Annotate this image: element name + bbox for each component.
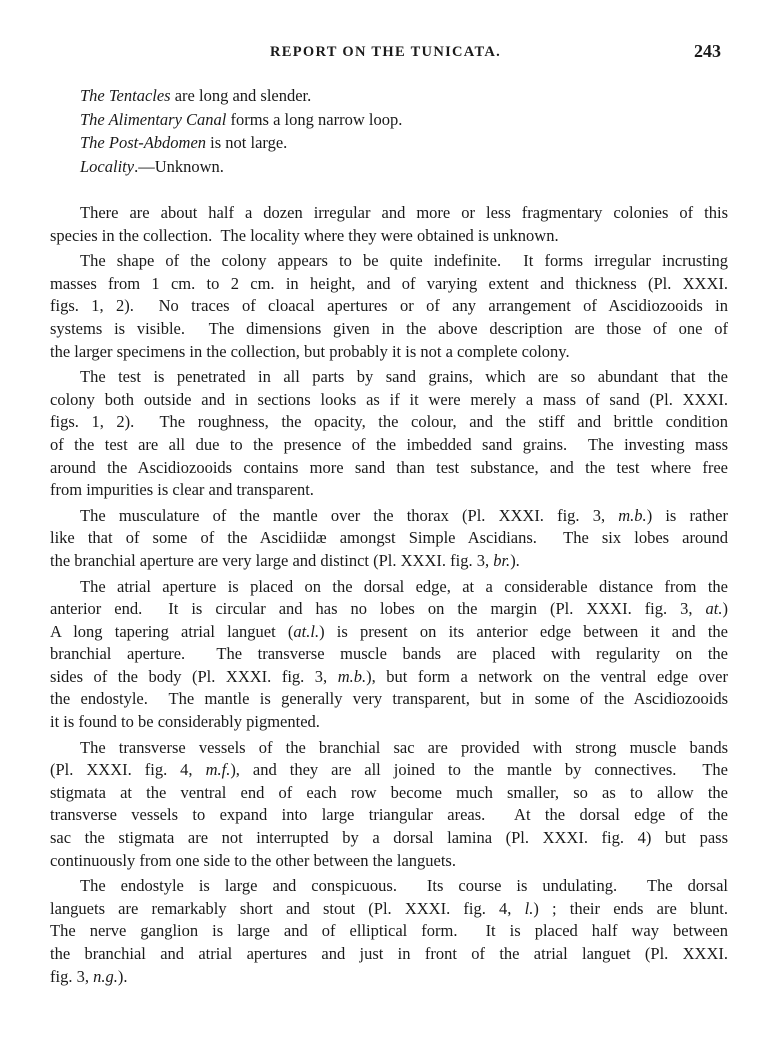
paragraph <box>50 505 728 573</box>
text-line: The shape of the colony appears to be quite indefinite. It forms irregular incrusting <box>80 251 728 271</box>
text-line: it is found to be considerably pigmented. <box>50 712 320 732</box>
text-line: colony both outside and in sections looks as if it were merely a mass of sand (Pl. XXXI. <box>50 389 728 409</box>
summary-text: is not large. <box>206 133 288 152</box>
summary-line <box>80 155 740 179</box>
summary-term: The Tentacles <box>80 86 171 105</box>
summary-line <box>80 131 740 155</box>
paragraph <box>50 737 728 873</box>
text-line: (Pl. XXXI. fig. 4, m.f.), and they are all joined to the mantle by connectives. The <box>50 760 729 780</box>
text-line: like that of some of the Ascidiidæ amongst Simple Ascidians. The six lobes around <box>50 528 728 548</box>
text-line: transverse vessels to expand into large triangular areas. At the dorsal edge of the <box>50 805 728 825</box>
text-line: species in the collection. The locality where they were obtained is unknown. <box>50 225 559 245</box>
paragraph <box>50 576 728 734</box>
summary-text: .—Unknown. <box>134 156 224 176</box>
body-text <box>50 202 728 991</box>
text-line: figs. 1, 2). The roughness, the opacity, the colour, and the stiff and brittle condition <box>50 412 728 432</box>
text-line: masses from 1 cm. to 2 cm. in height, and of varying extent and thickness (Pl. XXXI. <box>50 273 728 293</box>
summary-text: are long and slender. <box>170 86 312 105</box>
summary-line <box>80 108 740 132</box>
page-number: 243 <box>694 41 721 61</box>
paragraph <box>50 202 728 247</box>
summary-term: The Alimentary Canal <box>80 109 227 129</box>
text-line: anterior end. It is circular and has no lobes on the margin (Pl. XXXI. fig. 3, at.) <box>50 599 728 619</box>
text-line: the branchial aperture are very large and distinct (Pl. XXXI. fig. 3, br.). <box>50 550 520 570</box>
species-summary <box>80 84 740 178</box>
summary-term: The Post-Abdomen <box>80 133 207 152</box>
paragraph <box>50 250 728 363</box>
text-line: systems is visible. The dimensions given in the above description are those of one of <box>50 318 728 338</box>
text-line: the larger specimens in the collection, but probably it is not a complete colony. <box>50 341 570 361</box>
text-line: The endostyle is large and conspicuous. Its course is undulating. The dorsal <box>80 876 728 896</box>
summary-term: Locality <box>80 156 135 176</box>
text-line: A long tapering atrial languet (at.l.) is present on its anterior edge between it and the <box>50 621 728 641</box>
text-line: branchial aperture. The transverse muscle bands are placed with regularity on the <box>50 644 728 664</box>
text-line: of the test are all due to the presence of the imbedded sand grains. The investing mass <box>50 434 728 454</box>
paragraph <box>50 875 728 988</box>
text-line: stigmata at the ventral end of each row become much smaller, so as to allow the <box>50 782 728 802</box>
text-line: the branchial and atrial apertures and just in front of the atrial languet (Pl. XXXI. <box>50 944 728 963</box>
text-line: languets are remarkably short and stout (Pl. XXXI. fig. 4, l.) ; their ends are blunt. <box>50 898 729 918</box>
text-line: The transverse vessels of the branchial sac are provided with strong muscle bands <box>80 737 728 757</box>
text-line: The atrial aperture is placed on the dorsal edge, at a considerable distance from the <box>80 576 728 596</box>
page-header <box>0 41 776 68</box>
text-line: the endostyle. The mantle is generally very transparent, but in some of the Ascidiozooids <box>50 689 728 709</box>
text-line: fig. 3, n.g.). <box>50 966 128 986</box>
text-line: continuously from one side to the other between the languets. <box>50 850 456 870</box>
text-line: around the Ascidiozooids contains more sand than test substance, and the test where free <box>50 457 728 477</box>
text-line: from impurities is clear and transparent. <box>50 480 314 500</box>
paragraph <box>50 366 728 502</box>
summary-line <box>80 84 740 108</box>
text-line: sides of the body (Pl. XXXI. fig. 3, m.b.), but form a network on the ventral edge over <box>50 666 728 686</box>
text-line: There are about half a dozen irregular and more or less fragmentary colonies of this <box>80 203 728 222</box>
text-line: figs. 1, 2). No traces of cloacal apertures or of any arrangement of Ascidiozooids in <box>50 296 728 316</box>
summary-text: forms a long narrow loop. <box>226 109 403 129</box>
running-title: REPORT ON THE TUNICATA. <box>270 44 502 60</box>
text-line: The test is penetrated in all parts by sand grains, which are so abundant that the <box>80 367 728 387</box>
text-line: The nerve ganglion is large and of elliptical form. It is placed half way between <box>50 921 728 941</box>
text-line: sac the stigmata are not interrupted by a dorsal lamina (Pl. XXXI. fig. 4) but pass <box>50 828 728 848</box>
text-line: The musculature of the mantle over the thorax (Pl. XXXI. fig. 3, m.b.) is rather <box>80 505 728 525</box>
